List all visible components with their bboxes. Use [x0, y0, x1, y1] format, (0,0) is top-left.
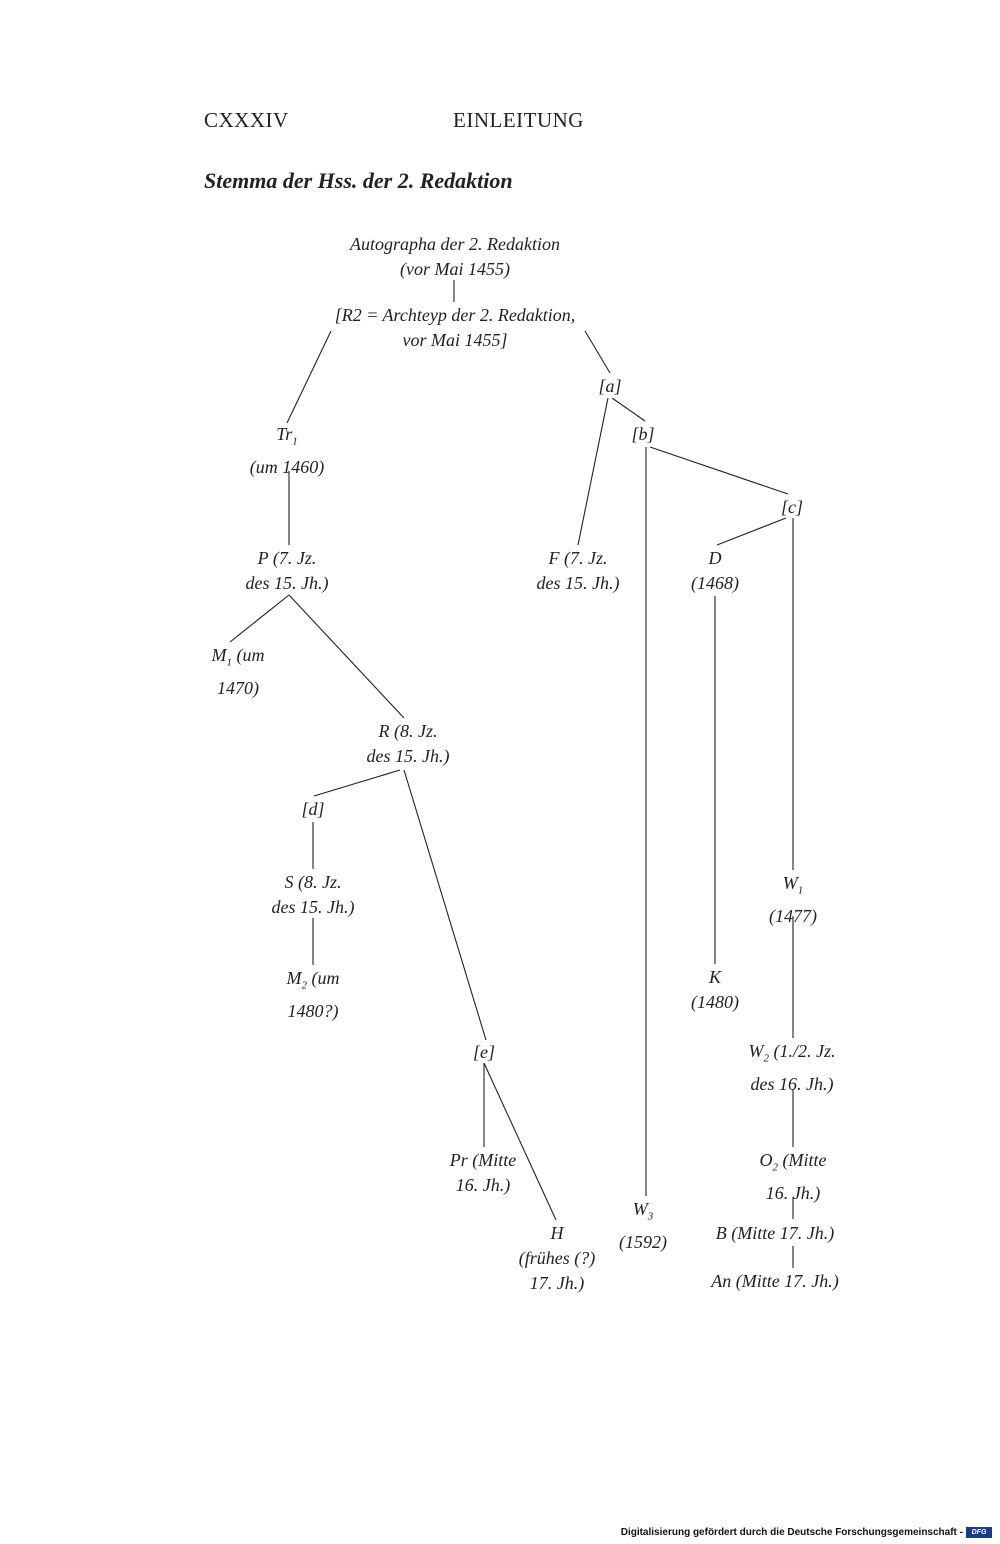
edge-r2-tr1	[287, 331, 331, 423]
node-m1-siglum: $M_1$ (um	[211, 645, 265, 669]
node-hyparchetype-b	[631, 422, 654, 447]
node-k-date: (1480)	[691, 992, 739, 1012]
node-h	[519, 1221, 595, 1296]
node-hyparchetype-d	[301, 797, 324, 822]
node-h-date-cont: 17. Jh.)	[529, 1273, 585, 1293]
node-hyparchetype-e	[473, 1040, 495, 1065]
node-m1	[212, 643, 265, 701]
node-p-date: des 15. Jh.)	[245, 573, 329, 593]
node-w2-date: des 16. Jh.)	[750, 1073, 834, 1094]
node-s-date: des 15. Jh.)	[271, 897, 355, 917]
node-pr-label: Pr (Mitte	[449, 1150, 517, 1170]
edge-r-d	[314, 770, 400, 796]
node-k-label: K	[708, 967, 721, 987]
node-o2	[760, 1148, 827, 1206]
node-e-label: [e]	[473, 1042, 495, 1062]
node-w3-siglum: $W_3$	[632, 1199, 654, 1223]
node-f-label: F (7. Jz.	[548, 548, 608, 568]
edge-r2-a	[585, 331, 610, 373]
node-w3	[619, 1197, 667, 1255]
node-w2-siglum: $W_2$ (1./2. Jz.	[748, 1041, 836, 1065]
node-r2-label: [R2 = Archteyp der 2. Redaktion,	[334, 305, 576, 325]
node-tr1	[250, 422, 325, 480]
node-m2-date: 1480?)	[287, 1000, 339, 1021]
node-hyparchetype-a	[598, 374, 621, 399]
node-autograph-label: Autographa der 2. Redaktion	[350, 234, 560, 254]
node-an-label: An (Mitte 17. Jh.)	[711, 1271, 839, 1291]
edge-p-r	[289, 595, 404, 718]
node-f	[537, 546, 620, 596]
funding-footer	[621, 1527, 992, 1538]
node-c-label: [c]	[781, 497, 803, 517]
node-r-label: R (8. Jz.	[378, 721, 438, 741]
node-f-date: des 15. Jh.)	[536, 573, 620, 593]
node-s-label: S (8. Jz.	[284, 872, 342, 892]
page-number: CXXXIV	[204, 108, 289, 132]
node-hyparchetype-c	[781, 495, 803, 520]
edge-a-f	[578, 398, 608, 545]
node-d-bracket-label: [d]	[301, 799, 325, 819]
node-m2-siglum: $M_2$ (um	[286, 968, 340, 992]
node-m1-date: 1470)	[217, 677, 259, 698]
node-k	[691, 965, 739, 1015]
node-pr-date: 16. Jh.)	[455, 1175, 511, 1195]
node-p-label: P (7. Jz.	[257, 548, 317, 568]
node-b-label: [b]	[631, 424, 655, 444]
edge-c-d	[717, 518, 786, 545]
node-tr1-siglum: $Tr_1$	[276, 424, 298, 448]
node-an	[711, 1269, 838, 1294]
node-d-manuscript	[691, 546, 739, 596]
node-w3-date: (1592)	[619, 1231, 667, 1252]
node-r	[367, 719, 450, 769]
node-w1-date: (1477)	[769, 905, 817, 926]
node-m2	[287, 966, 340, 1024]
node-h-date: (frühes (?)	[518, 1248, 596, 1268]
node-d-ms-label: D	[708, 548, 722, 568]
node-d-ms-date: (1468)	[691, 573, 739, 593]
edge-b-c	[650, 447, 788, 494]
node-h-label: H	[550, 1223, 564, 1243]
node-r-date: des 15. Jh.)	[366, 746, 450, 766]
running-head: EINLEITUNG	[453, 108, 584, 132]
edge-a-b	[612, 398, 645, 421]
node-o2-siglum: $O_2$ (Mitte	[759, 1150, 827, 1174]
node-w1	[769, 871, 817, 929]
node-a-label: [a]	[598, 376, 622, 396]
node-tr1-date: (um 1460)	[249, 456, 325, 477]
node-r2-archetype	[335, 303, 576, 353]
node-p	[246, 546, 329, 596]
node-autograph-date: (vor Mai 1455)	[400, 259, 510, 279]
node-b-manuscript	[716, 1221, 834, 1246]
node-s	[272, 870, 355, 920]
footer-text: Digitalisierung gefördert durch die Deutsche Forschungsgemeinschaft -	[620, 1527, 963, 1538]
page-title: Stemma der Hss. der 2. Redaktion	[204, 168, 513, 193]
node-r2-date: vor Mai 1455]	[402, 330, 508, 350]
node-autograph	[350, 232, 560, 282]
dfg-logo-icon: DFG	[966, 1527, 992, 1538]
node-b-ms-label: B (Mitte 17. Jh.)	[715, 1223, 835, 1243]
edge-r-e	[404, 770, 486, 1040]
node-w1-siglum: $W_1$	[782, 873, 804, 897]
node-o2-date: 16. Jh.)	[765, 1182, 821, 1203]
node-w2	[749, 1039, 836, 1097]
edge-p-m1	[230, 595, 289, 642]
node-pr	[450, 1148, 516, 1198]
